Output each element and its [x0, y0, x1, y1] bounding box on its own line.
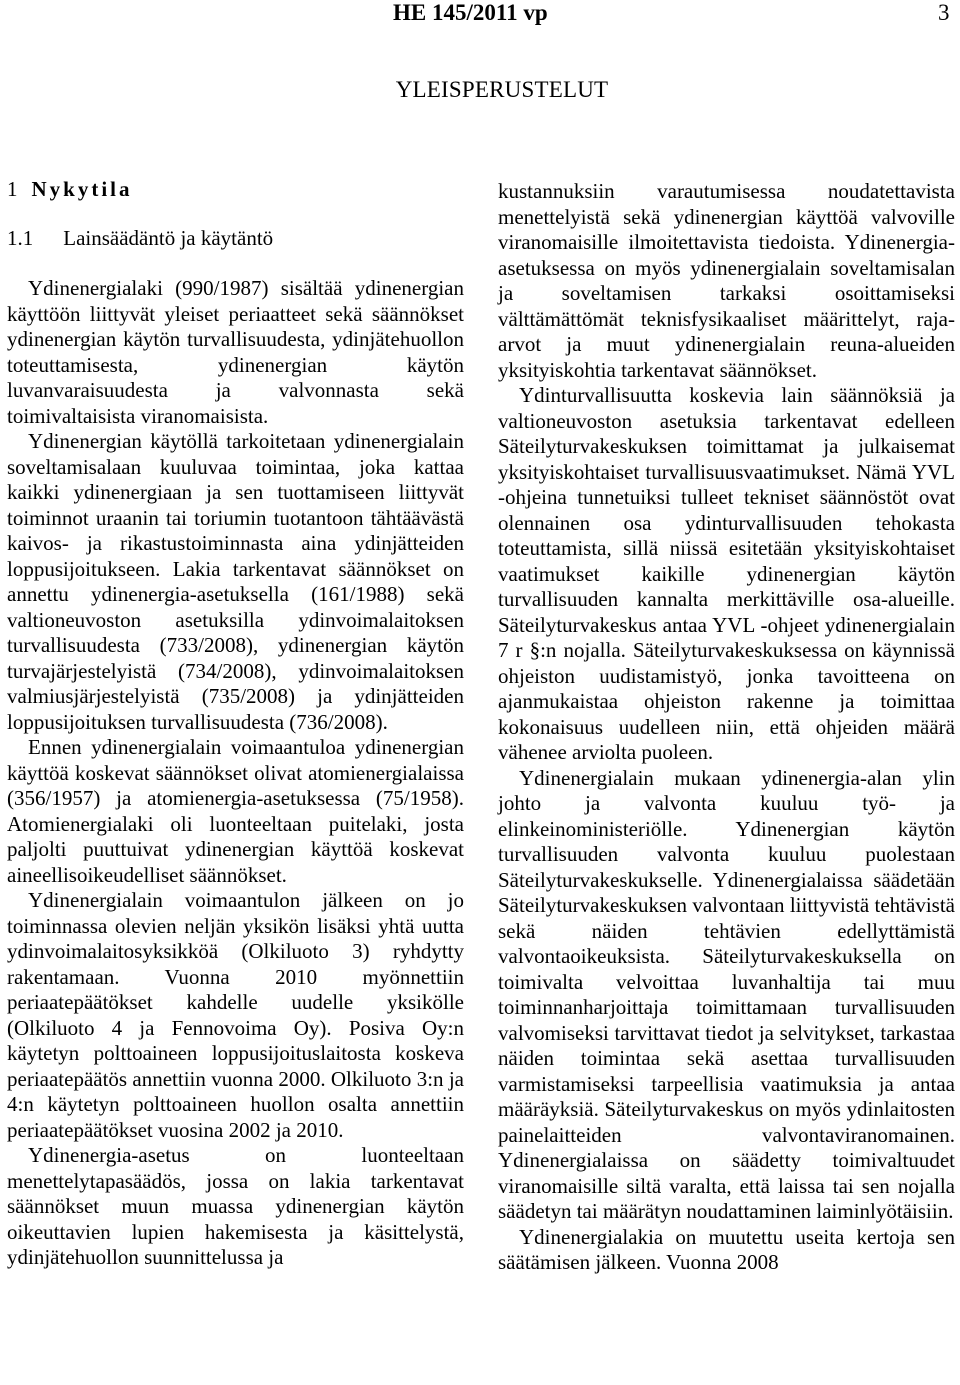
paragraph: Ydinturvallisuutta koskevia lain säännöksiä ja valtioneuvoston asetuksia tarkentavat edelleen Säteilyturvakeskuksen toimittamat ja julkaisemat yksityiskohtaiset turvallisuusvaatimukset. Nämä YVL -ohjeina tunnetuiksi tulleet tekniset säännöstöt ovat olennainen osa ydinturvallisuuden tehokasta toteuttamista, sillä niissä esitetään yksityiskohtaiset vaatimukset kaikille ydinenergian käytön turvallisuuden kannalta merkittäville osa-alueille. Säteilyturvakeskus antaa YVL -ohjeet ydinenergialain 7 r §:n nojalla. Säteilyturvakeskuksessa on käynnissä ohjeiston uudistamistyö, jonka tavoitteena on ajanmukaistaa ohjeiston rakenne ja toimittaa kokonaisuus uudelleen niin, että ohjeiden määrä vähenee arviolta puoleen. — [498, 383, 955, 764]
page-number: 3 — [938, 0, 950, 25]
paragraph: Ydinenergialain mukaan ydinenergia-alan ylin johto ja valvonta kuuluu työ- ja elinkeinoministeriölle. Ydinenergian käytön turvallisuuden valvonta kuuluu puolestaan Säteilyturvakeskukselle. Ydinenergialaissa säädetään Säteilyturvakeskuksen valvontaan liittyvistä tehtävistä sekä näiden tehtävien edellyttämistä valvontaoikeuksista. Säteilyturvakeskuksella on toimivalta velvoittaa luvanhaltija tai muu toiminnanharjoittaja toimittamaan turvallisuuden valvomiseksi tarvittavat tiedot ja selvitykset, tarkastaa näiden toimintaa sekä asettaa turvallisuuden varmistamiseksi tarpeellisia vaatimuksia ja antaa määräyksiä. Säteilyturvakeskus on myös ydinlaitosten painelaitteiden valvontaviranomainen. Ydinenergialaissa on säädetty toimivaltuudet viranomaisille siltä varalta, että laissa tai sen nojalla säädetyn tai määrätyn noudattaminen laiminlyötäisiin. — [498, 765, 955, 1223]
document-identifier: HE 145/2011 vp — [393, 0, 548, 25]
chapter-heading — [7, 177, 464, 202]
paragraph: kustannuksiin varautumisessa noudatettavista menettelyistä sekä ydinenergian käyttöä valvoville viranomaisille ilmoitettavista tiedoista. Ydinenergia-asetuksessa on myös ydinenergialain soveltamisalan ja soveltamisen tarkaksi osoittamiseksi välttämättömät teknisfysikaaliset määrittelyt, raja-arvot ja muut ydinenergialain reuna-alueiden yksityiskohtia tarkentavat säännökset. — [498, 179, 955, 382]
left-column — [7, 177, 464, 1271]
section-heading: YLEISPERUSTELUT — [395, 77, 609, 102]
page-header — [0, 0, 960, 30]
right-column — [498, 179, 955, 1276]
subsection-number: 1.1 — [7, 226, 34, 250]
subsection-heading — [7, 226, 464, 251]
chapter-number: 1 — [7, 177, 18, 201]
paragraph: Ydinenergialain voimaantulon jälkeen on jo toiminnassa olevien neljän yksikön lisäksi yhtä uutta ydinvoimalaitosyksikköä (Olkiluoto 3) ryhdytty rakentamaan. Vuonna 2010 myönnettiin periaatepäätökset kahdelle uudelle yksikölle (Olkiluoto 4 ja Fennovoima Oy). Posiva Oy:n käytetyn polttoaineen loppusijoituslaitosta koskeva periaatepäätös annettiin vuonna 2000. Olkiluoto 3:n ja 4:n käytetyn polttoaineen huollon osalta annettiin periaatepäätökset vuosina 2002 ja 2010. — [7, 888, 464, 1142]
paragraph: Ydinenergialaki (990/1987) sisältää ydinenergian käyttöön liittyvät yleiset periaatteet sekä säännökset ydinenergian käytön turvallisuudesta, ydinjätehuollon toteuttamisesta, ydinenergian käytön luvanvaraisuudesta ja valvonnasta sekä toimivaltaisista viranomaisista. — [7, 276, 464, 428]
chapter-title: Nykytila — [31, 177, 133, 201]
paragraph: Ydinenergialakia on muutettu useita kertoja sen säätämisen jälkeen. Vuonna 2008 — [498, 1224, 955, 1274]
paragraph: Ydinenergia-asetus on luonteeltaan menettelytapasäädös, jossa on lakia tarkentavat säännökset muun muassa ydinenergian käytön oikeuttavien lupien hakemisesta ja käsittelystä, ydinjätehuollon suunnittelussa ja — [7, 1143, 464, 1269]
paragraph: Ennen ydinenergialain voimaantuloa ydinenergian käyttöä koskevat säännökset olivat atomienergialaissa (356/1957) ja atomienergia-asetuksessa (75/1958). Atomienergialaki oli luonteeltaan puitelaki, josta paljolti puuttuivat ydinenergian käyttöä koskevat aineellisoikeudelliset säännökset. — [7, 735, 464, 887]
paragraph: Ydinenergian käytöllä tarkoitetaan ydinenergialain soveltamisalaan kuuluvaa toimintaa, joka kattaa kaikki ydinenergiaan ja sen tuottamiseen liittyvät toiminnot uraanin tai toriumin tuotantoon tähtäävästä kaivos- ja rikastustoiminnasta aina ydinjätteiden loppusijoitukseen. Lakia tarkentavat säännökset on annettu ydinenergia-asetuksella (161/1988) sekä valtioneuvoston asetuksilla ydinvoimalaitoksen turvallisuudesta (733/2008), ydinenergian käytön turvajärjestelyistä (734/2008), ydinvoimalaitoksen valmiusjärjestelyistä (735/2008) ja ydinjätteiden loppusijoituksen turvallisuudesta (736/2008). — [7, 429, 464, 734]
subsection-title: Lainsäädäntö ja käytäntö — [63, 226, 274, 250]
